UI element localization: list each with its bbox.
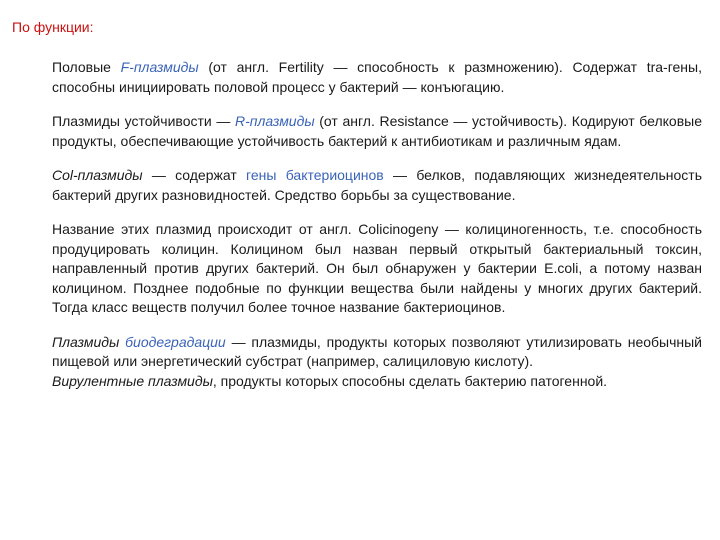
text: (от англ. Resistance — устойчивость). Кодируют белковые продукты, обеспечивающие устойчивость бактерий к антибиотикам и различным ядам. bbox=[52, 113, 702, 149]
paragraph-f-plasmids bbox=[52, 58, 702, 97]
paragraph-r-plasmids bbox=[52, 112, 702, 151]
term-f-plasmids: F-плазмиды bbox=[120, 59, 199, 75]
text: Название этих плазмид происходит от англ. Colicinogeny — колициногенность, т.е. способность продуцировать колицин. Колицином был назван первый открытый бактериальный токсин, направленный против других бактерий. Он был обнаружен у бактерии E.coli, а потому назван колицином. Позднее подобные по функции вещества были найдены у многих других бактерий. Тогда класс веществ получил более точное название бактериоцинов. bbox=[52, 221, 702, 315]
text: Половые bbox=[52, 59, 121, 75]
link-genes[interactable]: гены bbox=[246, 167, 277, 183]
term-col-plasmids: Col-плазмиды bbox=[52, 167, 143, 183]
term-virulent-plasmids: Вирулентные плазмиды bbox=[52, 372, 213, 389]
section-heading: По функции: bbox=[12, 19, 94, 35]
link-bacteriocins[interactable]: бактериоцинов bbox=[285, 167, 384, 183]
paragraph-virulent-plasmids bbox=[52, 372, 702, 392]
text: (от англ. Fertility — способность к размножению). Содержат tra-гены, способны инициировать половой процесс у бактерий — конъюгацию. bbox=[52, 59, 702, 95]
term-r-plasmids: R-плазмиды bbox=[235, 113, 315, 129]
text: , продукты которых способны сделать бактерию патогенной. bbox=[212, 372, 608, 389]
paragraph-biodegradation-plasmids bbox=[52, 333, 702, 372]
text: — плазмиды, продукты которых позволяют утилизировать необычный пищевой или энергетический субстрат (например, салициловую кислоту). bbox=[52, 333, 703, 369]
text: Плазмиды устойчивости — bbox=[52, 113, 235, 129]
link-biodegradation[interactable]: биодеградации bbox=[125, 333, 226, 350]
text: — белков, подавляющих жизнедеятельность бактерий других разновидностей. Средство борьбы за существование. bbox=[52, 167, 702, 203]
term-plasmids: Плазмиды bbox=[52, 333, 120, 350]
paragraph-colicinogeny bbox=[52, 220, 702, 318]
text: — содержат bbox=[142, 167, 247, 183]
document-body bbox=[52, 58, 702, 391]
text bbox=[276, 167, 285, 183]
paragraph-col-plasmids bbox=[52, 166, 702, 205]
